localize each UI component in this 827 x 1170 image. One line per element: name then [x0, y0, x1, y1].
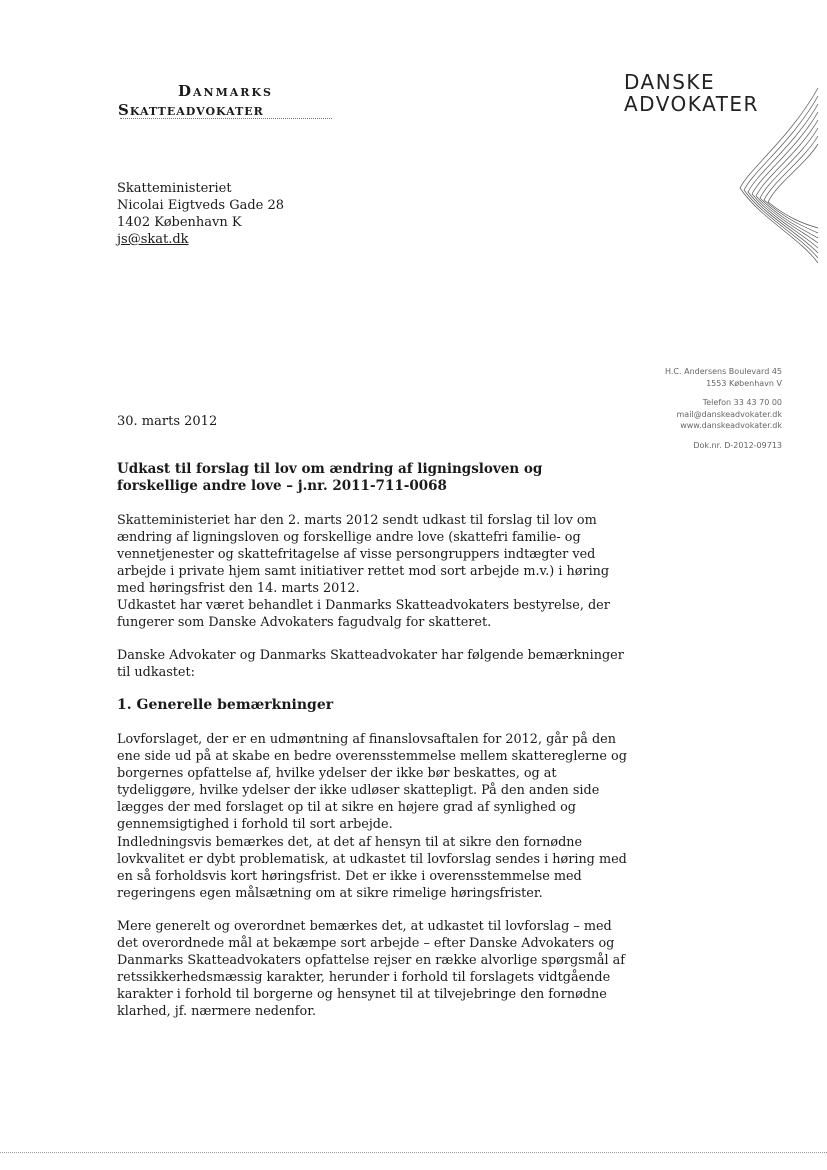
logo-tagline-rule — [120, 118, 332, 121]
recipient-email-link[interactable]: js@skat.dk — [117, 232, 189, 247]
body-paragraph: Skatteministeriet har den 2. marts 2012 sendt udkast til forslag til lov om ændring af ligningsloven og forskellige andre love (skattefri familie- og vennetjenester og skattefritagelse af visse persongruppers indtægter ved arbejde i private hjem samt initiativer rettet mod sort arbejde m.v.) i høring med høringsfrist den 14. marts 2012. — [117, 513, 610, 596]
danske-advokater-logo — [620, 70, 820, 270]
sender-email: mail@danskeadvokater.dk — [676, 409, 782, 419]
recipient-name: Skatteministeriet — [117, 181, 232, 196]
swoosh-graphic-icon — [730, 78, 820, 268]
sender-address — [610, 366, 782, 451]
body-paragraph: Danske Advokater og Danmarks Skatteadvokater har følgende bemærkninger til udkastet: — [117, 648, 624, 680]
sender-city: 1553 København V — [706, 378, 782, 388]
section-paragraph: Lovforslaget, der er en udmøntning af finanslovsaftalen for 2012, går på den ene side ud på at skabe en bedre overensstemmelse mellem skattereglerne og borgernes opfattelse af, hvilke ydelser der ikke bør beskattes, og at tydeliggøre, hvilke ydelser der ikke udløser skattepligt. På den anden side lægges der med forslaget op til at sikre en højere grad af synlighed og gennemsigtighed i forhold til sort arbejde. — [117, 732, 627, 832]
letter-date: 30. marts 2012 — [117, 414, 218, 429]
danmarks-skatteadvokater-logo — [118, 82, 338, 124]
sender-street: H.C. Andersens Boulevard 45 — [665, 367, 782, 376]
page-bottom-rule — [0, 1152, 827, 1153]
recipient-city: 1402 København K — [117, 215, 242, 230]
logo-line-2: Skatteadvokater — [118, 101, 264, 119]
section-paragraph: Indledningsvis bemærkes det, at det af hensyn til at sikre den fornødne lovkvalitet er dybt problematisk, at udkastet til lovforslag sendes i høring med en så forholdsvis kort høringsfrist. Det er ikke i overensstemmelse med regeringens egen målsætning om at sikre rimelige høringsfrister. — [117, 835, 627, 901]
letter-heading: Udkast til forslag til lov om ændring af ligningsloven og forskellige andre love – j.nr. 2011-711-0068 — [117, 461, 543, 494]
document-number: Dok.nr. D-2012-09713 — [693, 440, 782, 450]
recipient-street: Nicolai Eigtveds Gade 28 — [117, 198, 285, 213]
section-paragraph: Mere generelt og overordnet bemærkes det, at udkastet til lovforslag – med det overordnede mål at bekæmpe sort arbejde – efter Danske Advokaters og Danmarks Skatteadvokaters opfattelse rejser en række alvorlige spørgsmål af retssikkerhedsmæssig karakter, herunder i forhold til forslagets vidtgående karakter i forhold til borgerne og hensynet til at tilvejebringe den fornødne klarhed, jf. nærmere nedenfor. — [117, 919, 626, 1019]
section-heading: 1. Generelle bemærkninger — [117, 697, 334, 713]
logo-line-1: DANSKE — [624, 70, 716, 94]
logo-line-2: ADVOKATER — [624, 92, 759, 116]
sender-phone: Telefon 33 43 70 00 — [702, 398, 782, 407]
sender-web: www.danskeadvokater.dk — [680, 421, 782, 430]
body-paragraph: Udkastet har været behandlet i Danmarks Skatteadvokaters bestyrelse, der fungerer som Danske Advokaters fagudvalg for skatteret. — [117, 598, 610, 630]
recipient-address — [117, 180, 284, 248]
logo-line-1: Danmarks — [178, 82, 273, 100]
